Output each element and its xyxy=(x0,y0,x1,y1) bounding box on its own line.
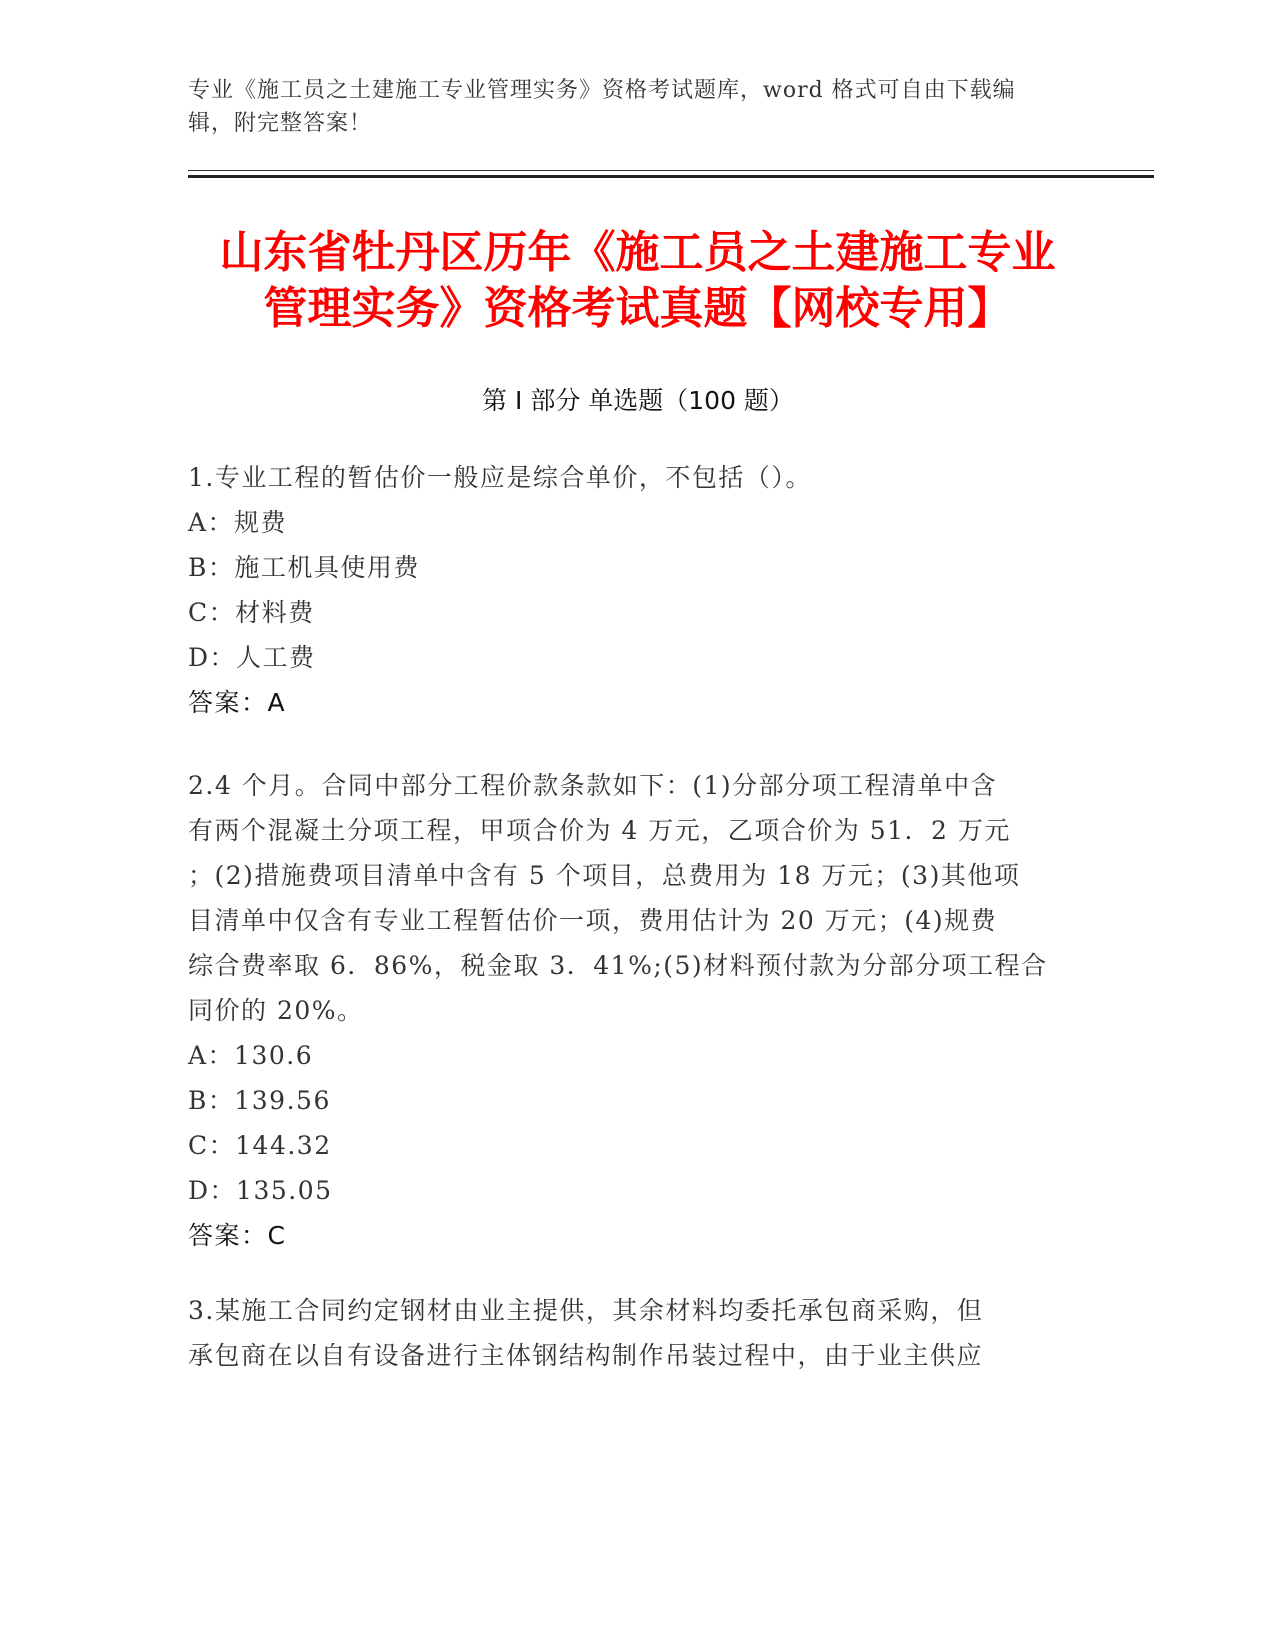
question-1-answer: 答案：A xyxy=(188,688,287,717)
question-2-stem-line-5: 综合费率取 6．86%，税金取 3．41%;(5)材料预付款为分部分项工程合 xyxy=(188,951,1048,980)
document-title xyxy=(180,225,1095,337)
section-heading: 第 I 部分 单选题（100 题） xyxy=(482,386,794,415)
question-3-stem-line-1: 3.某施工合同约定钢材由业主提供，其余材料均委托承包商采购，但 xyxy=(188,1296,984,1325)
question-2-stem-line-4: 目清单中仅含有专业工程暂估价一项，费用估计为 20 万元；(4)规费 xyxy=(188,906,998,935)
question-1-option-a: A：规费 xyxy=(188,508,288,537)
document-title-line-1: 山东省牡丹区历年《施工员之土建施工专业 xyxy=(219,227,1056,278)
question-2-option-d: D：135.05 xyxy=(188,1176,333,1205)
question-1-option-c: C：材料费 xyxy=(188,598,315,627)
header-note-line-1: 专业《施工员之土建施工专业管理实务》资格考试题库，word 格式可自由下载编 xyxy=(188,78,1016,103)
question-2-stem-line-3: ；(2)措施费项目清单中含有 5 个项目，总费用为 18 万元；(3)其他项 xyxy=(188,861,1021,890)
question-3 xyxy=(188,1288,1078,1378)
header-note xyxy=(188,74,1078,140)
question-2-stem-line-2: 有两个混凝土分项工程，甲项合价为 4 万元，乙项合价为 51．2 万元 xyxy=(188,816,1011,845)
question-2-stem-line-6: 同价的 20%。 xyxy=(188,996,364,1025)
question-1 xyxy=(188,455,1078,725)
question-2-option-a: A：130.6 xyxy=(188,1041,314,1070)
question-2-answer: 答案：C xyxy=(188,1221,287,1250)
question-2 xyxy=(188,763,1078,1258)
header-note-line-2: 辑，附完整答案！ xyxy=(188,111,373,136)
question-1-option-d: D：人工费 xyxy=(188,643,316,672)
question-3-stem-line-2: 承包商在以自有设备进行主体钢结构制作吊装过程中，由于业主供应 xyxy=(188,1341,984,1370)
document-title-line-2: 管理实务》资格考试真题【网校专用】 xyxy=(263,283,1012,334)
header-rule-thin xyxy=(188,170,1154,171)
question-2-stem-line-1: 2.4 个月。合同中部分工程价款条款如下：(1)分部分项工程清单中含 xyxy=(188,771,998,800)
question-2-option-c: C：144.32 xyxy=(188,1131,332,1160)
question-1-option-b: B：施工机具使用费 xyxy=(188,553,420,582)
header-rule-thick xyxy=(188,175,1154,178)
question-1-stem: 1.专业工程的暂估价一般应是综合单价，不包括（）。 xyxy=(188,463,812,492)
question-2-option-b: B：139.56 xyxy=(188,1086,331,1115)
